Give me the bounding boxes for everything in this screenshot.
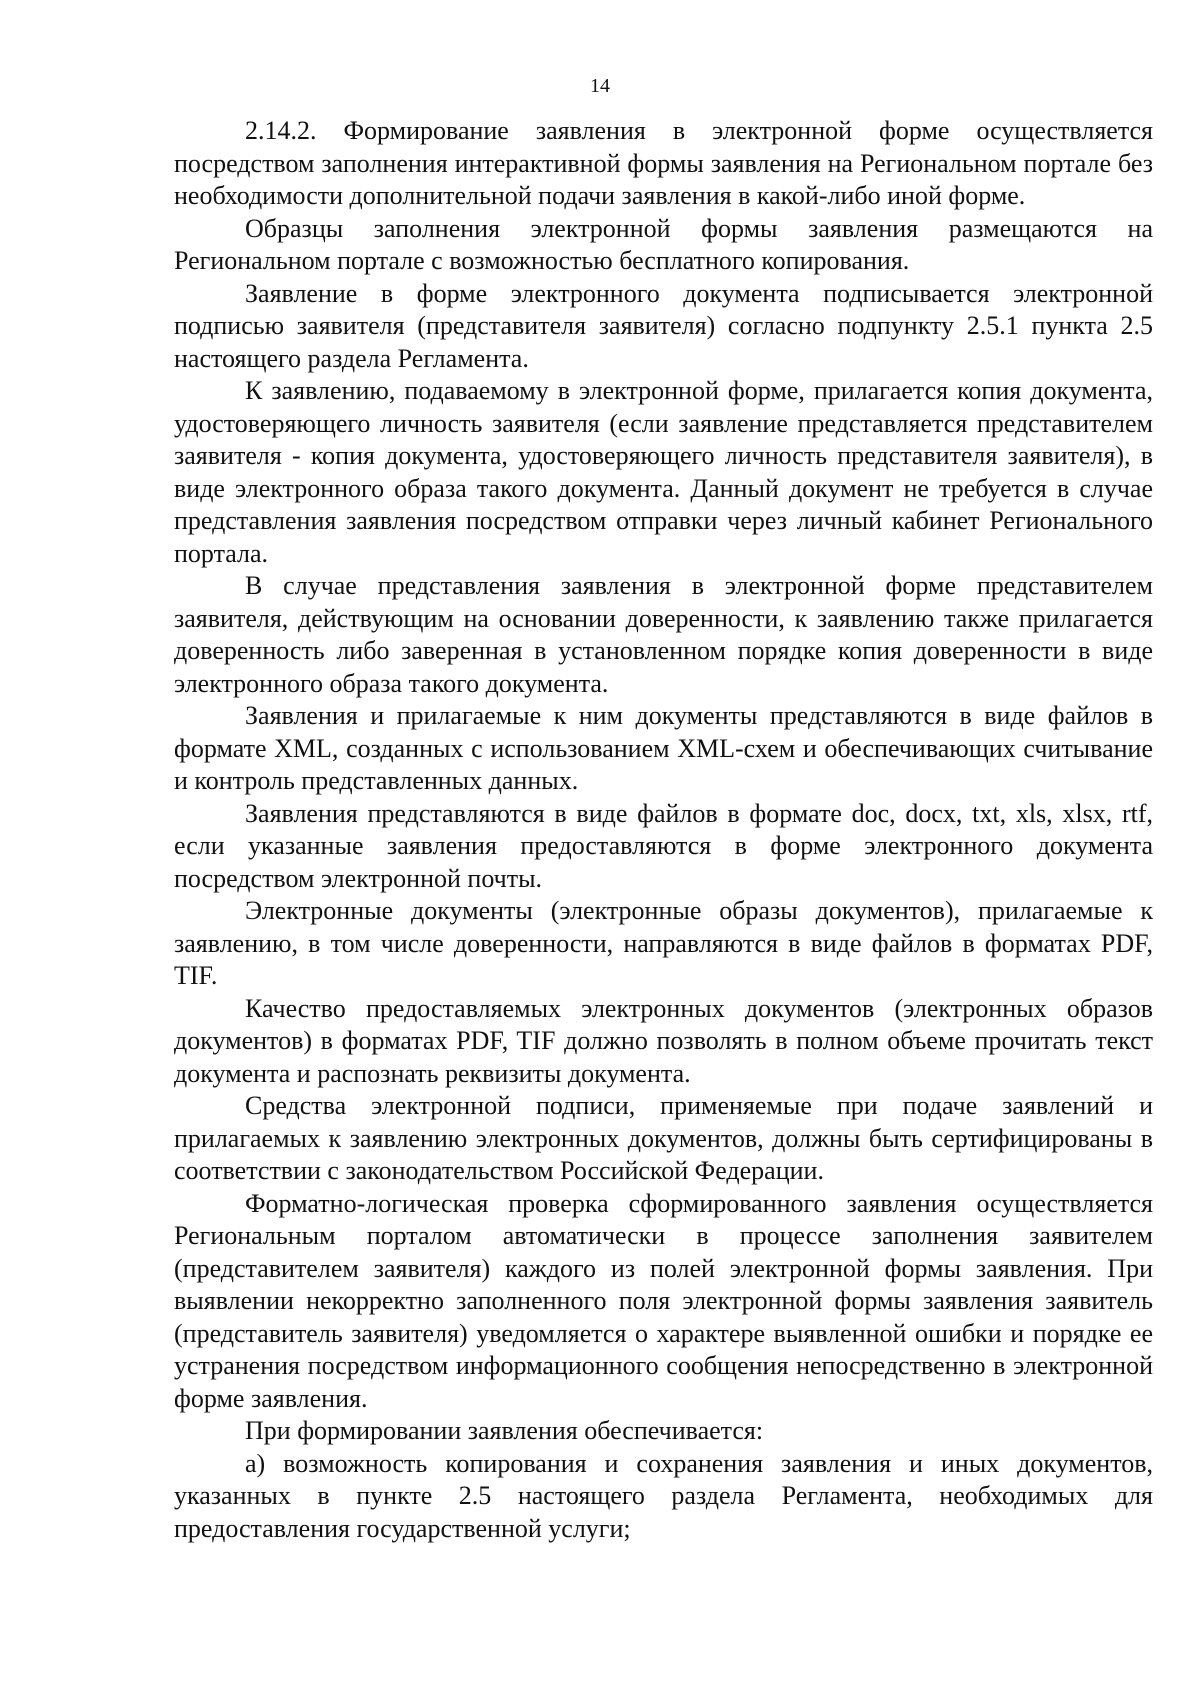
page-number: 14 — [590, 75, 610, 97]
paragraph-2-14-2: 2.14.2. Формирование заявления в электронной форме осуществляется посредством заполнения интерактивной формы заявления на Региональном портале без необходимости дополнительной подачи заявления в какой-либо иной форме. — [174, 116, 1153, 210]
paragraph-power-of-attorney: В случае представления заявления в электронной форме представителем заявителя, действующим на основании доверенности, к заявлению также прилагается доверенность либо заверенная в установленном порядке копия доверенности в виде электронного образа такого документа. — [174, 571, 1153, 698]
paragraph-xml-format: Заявления и прилагаемые к ним документы представляются в виде файлов в формате XML, созданных с использованием XML-схем и обеспечивающих считывание и контроль представленных данных. — [174, 701, 1153, 795]
document-body — [174, 115, 1153, 1545]
paragraph-format-check: Форматно-логическая проверка сформированного заявления осуществляется Региональным порталом автоматически в процессе заполнения заявителем (представителем заявителя) каждого из полей электронной формы заявления. При выявлении некорректно заполненного поля электронной формы заявления заявитель (представитель заявителя) уведомляется о характере выявленной ошибки и порядке ее устранения посредством информационного сообщения непосредственно в электронной форме заявления. — [174, 1188, 1153, 1413]
paragraph-electronic-signature: Заявление в форме электронного документа подписывается электронной подписью заявителя (представителя заявителя) согласно подпункту 2.5.1 пункта 2.5 настоящего раздела Регламента. — [174, 278, 1153, 373]
paragraph-attachment-formats: Электронные документы (электронные образы документов), прилагаемые к заявлению, в том числе доверенности, направляются в виде файлов в форматах PDF, TIF. — [174, 896, 1153, 990]
paragraph-form-samples: Образцы заполнения электронной формы заявления размещаются на Региональном портале с возможностью бесплатного копирования. — [174, 213, 1153, 275]
paragraph-document-quality: Качество предоставляемых электронных документов (электронных образов документов) в форматах PDF, TIF должно позволять в полном объеме прочитать текст документа и распознать реквизиты документа. — [174, 993, 1153, 1088]
paragraph-identity-document: К заявлению, подаваемому в электронной форме, прилагается копия документа, удостоверяющего личность заявителя (если заявление представляется представителем заявителя - копия документа, удостоверяющего личность представителя заявителя), в виде электронного образа такого документа. Данный документ не требуется в случае представления заявления посредством отправки через личный кабинет Регионального портала. — [174, 376, 1153, 568]
paragraph-signature-certification: Средства электронной подписи, применяемые при подаче заявлений и прилагаемых к заявлению электронных документов, должны быть сертифицированы в соответствии с законодательством Российской Федерации. — [174, 1091, 1153, 1185]
paragraph-form-provisions: При формировании заявления обеспечивается: — [245, 1416, 764, 1445]
paragraph-item-a: а) возможность копирования и сохранения заявления и иных документов, указанных в пункте 2.5 настоящего раздела Регламента, необходимых для предоставления государственной услуги; — [174, 1448, 1153, 1543]
paragraph-email-formats: Заявления представляются в виде файлов в формате doc, docx, txt, xls, xlsx, rtf, если указанные заявления предоставляются в форме электронного документа посредством электронной почты. — [174, 798, 1153, 893]
